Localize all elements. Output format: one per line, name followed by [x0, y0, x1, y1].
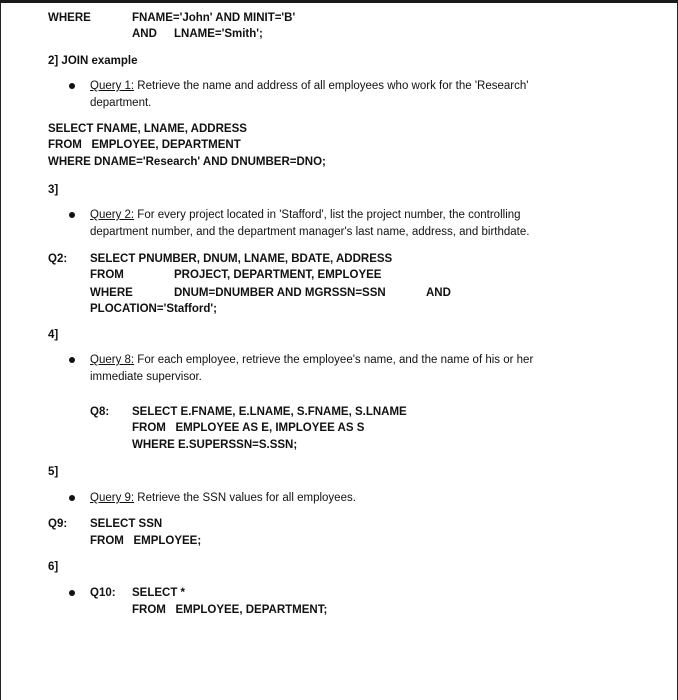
query-9-label: Query 9:: [90, 492, 135, 504]
query-1-text: Retrieve the name and address of all employees who work for the 'Research': [134, 80, 529, 92]
sql-line: FROM EMPLOYEE, DEPARTMENT;: [132, 604, 328, 616]
query-tag: Q2:: [48, 253, 68, 265]
and-keyword: AND: [132, 28, 157, 40]
query-1-text-cont: department.: [90, 97, 152, 109]
query-9-description: [90, 491, 356, 505]
bullet-icon: [69, 357, 75, 363]
where-condition: FNAME='John' AND MINIT='B': [132, 12, 296, 24]
bullet-icon: [69, 212, 75, 218]
sql-line: SELECT E.FNAME, E.LNAME, S.FNAME, S.LNAME: [132, 406, 407, 418]
section-2-heading: 2] JOIN example: [48, 55, 138, 67]
sql-line: SELECT *: [132, 587, 186, 599]
section-6-heading: 6]: [48, 561, 59, 573]
bullet-icon: [69, 83, 75, 89]
query-8-text-cont: immediate supervisor.: [90, 371, 202, 383]
query-8-description: [90, 353, 533, 367]
from-keyword: FROM: [90, 269, 124, 281]
and-keyword: AND: [426, 287, 451, 299]
query-1-label: Query 1:: [90, 80, 135, 92]
bullet-icon: [69, 495, 75, 501]
sql-line: SELECT PNUMBER, DNUM, LNAME, BDATE, ADDRESS: [90, 253, 393, 265]
section-5-heading: 5]: [48, 466, 59, 478]
query-2-text: For every project located in 'Stafford', list the project number, the controlling: [134, 209, 521, 221]
query-tag: Q8:: [90, 406, 110, 418]
where-value: DNUM=DNUMBER AND MGRSSN=SSN: [174, 287, 386, 299]
where-keyword: WHERE: [48, 12, 91, 24]
query-2-label: Query 2:: [90, 209, 135, 221]
section-4-heading: 4]: [48, 329, 59, 341]
query-tag: Q10:: [90, 587, 116, 599]
sql-line: WHERE E.SUPERSSN=S.SSN;: [132, 439, 298, 451]
where-keyword: WHERE: [90, 287, 133, 299]
sql-line: FROM EMPLOYEE;: [90, 535, 202, 547]
sql-line: SELECT FNAME, LNAME, ADDRESS: [48, 123, 247, 135]
query-1-description: [90, 79, 528, 93]
query-8-label: Query 8:: [90, 354, 135, 366]
section-3-heading: 3]: [48, 184, 59, 196]
query-2-description: [90, 208, 521, 222]
bullet-icon: [69, 590, 75, 596]
query-2-text-cont: department number, and the department manager's last name, address, and birthdate.: [90, 226, 530, 238]
query-tag: Q9:: [48, 518, 68, 530]
sql-line: FROM EMPLOYEE, DEPARTMENT: [48, 139, 241, 151]
sql-line: FROM EMPLOYEE AS E, IMPLOYEE AS S: [132, 422, 365, 434]
and-condition: LNAME='Smith';: [174, 28, 263, 40]
sql-line: SELECT SSN: [90, 518, 163, 530]
query-8-text: For each employee, retrieve the employee's name, and the name of his or her: [134, 354, 534, 366]
sql-line: WHERE DNAME='Research' AND DNUMBER=DNO;: [48, 156, 326, 168]
from-value: PROJECT, DEPARTMENT, EMPLOYEE: [174, 269, 382, 281]
query-9-text: Retrieve the SSN values for all employees.: [134, 492, 356, 504]
plocation-condition: PLOCATION='Stafford';: [90, 303, 217, 315]
